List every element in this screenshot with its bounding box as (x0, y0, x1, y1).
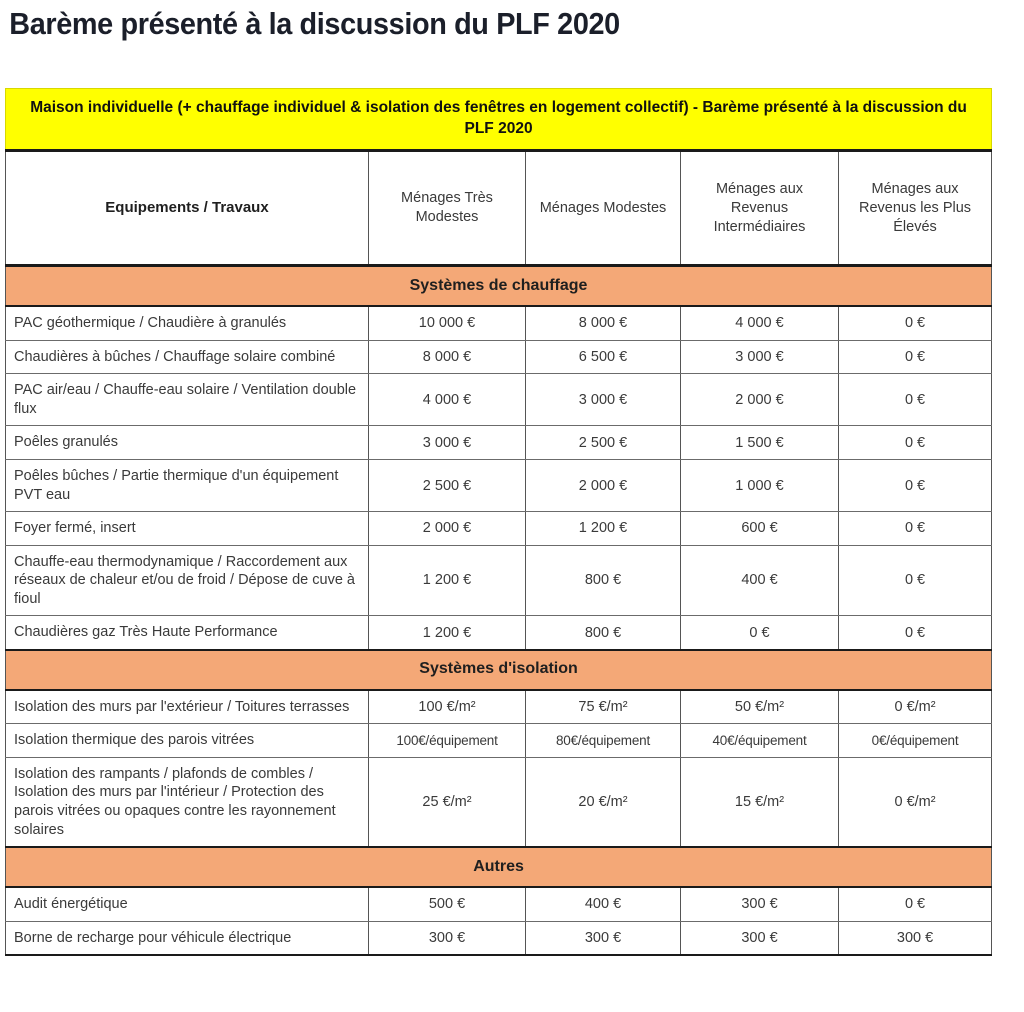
section-title: Systèmes d'isolation (6, 650, 992, 690)
row-label: Isolation des murs par l'extérieur / Toitures terrasses (6, 690, 369, 724)
table-banner-title: Maison individuelle (+ chauffage individuel & isolation des fenêtres en logement collectif) - Barème présenté à la discussion du PLF 2020 (6, 89, 992, 151)
column-header-plus-eleves: Ménages aux Revenus les Plus Élevés (839, 151, 992, 266)
row-value: 0 € (681, 616, 839, 650)
table-row (6, 757, 992, 847)
row-value: 75 €/m² (526, 690, 681, 724)
table-head (6, 89, 992, 266)
table-row (6, 921, 992, 955)
row-label: Chauffe-eau thermodynamique / Raccordement aux réseaux de chaleur et/ou de froid / Dépose de cuve à fioul (6, 545, 369, 616)
row-label: PAC géothermique / Chaudière à granulés (6, 306, 369, 340)
row-value: 3 000 € (526, 374, 681, 426)
table-row (6, 374, 992, 426)
table-row (6, 690, 992, 724)
row-value: 0 € (839, 512, 992, 546)
row-value: 1 200 € (369, 545, 526, 616)
section-title: Systèmes de chauffage (6, 266, 992, 307)
bareme-table (5, 88, 992, 956)
row-value: 80€/équipement (526, 724, 681, 758)
row-label: Foyer fermé, insert (6, 512, 369, 546)
table-row (6, 724, 992, 758)
row-value: 2 500 € (369, 459, 526, 511)
table-row (6, 512, 992, 546)
section-band (6, 847, 992, 887)
row-value: 300 € (369, 921, 526, 955)
table-row (6, 887, 992, 921)
table-row (6, 616, 992, 650)
page-title: Barème présenté à la discussion du PLF 2020 (9, 6, 620, 41)
column-header-modestes: Ménages Modestes (526, 151, 681, 266)
row-value: 0 € (839, 426, 992, 460)
row-value: 0 € (839, 887, 992, 921)
row-value: 40€/équipement (681, 724, 839, 758)
row-value: 10 000 € (369, 306, 526, 340)
row-value: 50 €/m² (681, 690, 839, 724)
row-label: PAC air/eau / Chauffe-eau solaire / Ventilation double flux (6, 374, 369, 426)
section-band (6, 266, 992, 307)
column-header-row (6, 151, 992, 266)
row-value: 15 €/m² (681, 757, 839, 847)
column-header-tres-modestes: Ménages Très Modestes (369, 151, 526, 266)
bareme-table-wrapper (5, 88, 991, 956)
row-label: Poêles bûches / Partie thermique d'un équipement PVT eau (6, 459, 369, 511)
row-label: Audit énergétique (6, 887, 369, 921)
table-row (6, 340, 992, 374)
row-value: 8 000 € (369, 340, 526, 374)
row-value: 400 € (526, 887, 681, 921)
row-value: 0 €/m² (839, 757, 992, 847)
row-value: 0 € (839, 545, 992, 616)
table-row (6, 306, 992, 340)
row-value: 1 500 € (681, 426, 839, 460)
row-value: 100 €/m² (369, 690, 526, 724)
row-value: 500 € (369, 887, 526, 921)
row-value: 2 000 € (369, 512, 526, 546)
row-label: Isolation des rampants / plafonds de combles / Isolation des murs par l'intérieur / Protection des parois vitrées ou opaques contre les rayonnement solaires (6, 757, 369, 847)
row-value: 3 000 € (369, 426, 526, 460)
row-value: 6 500 € (526, 340, 681, 374)
row-value: 0€/équipement (839, 724, 992, 758)
section-band (6, 650, 992, 690)
table-row (6, 545, 992, 616)
row-value: 300 € (839, 921, 992, 955)
row-value: 800 € (526, 616, 681, 650)
row-value: 100€/équipement (369, 724, 526, 758)
table-body (6, 266, 992, 955)
column-header-intermediaires: Ménages aux Revenus Intermédiaires (681, 151, 839, 266)
row-value: 1 000 € (681, 459, 839, 511)
row-value: 25 €/m² (369, 757, 526, 847)
table-row (6, 426, 992, 460)
row-value: 300 € (526, 921, 681, 955)
banner-row (6, 89, 992, 151)
row-value: 2 000 € (526, 459, 681, 511)
row-value: 4 000 € (369, 374, 526, 426)
row-value: 800 € (526, 545, 681, 616)
section-title: Autres (6, 847, 992, 887)
row-label: Poêles granulés (6, 426, 369, 460)
row-value: 2 000 € (681, 374, 839, 426)
row-value: 8 000 € (526, 306, 681, 340)
row-value: 0 € (839, 616, 992, 650)
row-label: Chaudières gaz Très Haute Performance (6, 616, 369, 650)
row-value: 4 000 € (681, 306, 839, 340)
row-value: 3 000 € (681, 340, 839, 374)
row-value: 300 € (681, 887, 839, 921)
row-label: Isolation thermique des parois vitrées (6, 724, 369, 758)
row-value: 0 € (839, 340, 992, 374)
row-value: 2 500 € (526, 426, 681, 460)
row-value: 400 € (681, 545, 839, 616)
row-value: 0 € (839, 306, 992, 340)
row-value: 0 € (839, 374, 992, 426)
row-label: Chaudières à bûches / Chauffage solaire combiné (6, 340, 369, 374)
column-header-equipements: Equipements / Travaux (6, 151, 369, 266)
table-row (6, 459, 992, 511)
row-value: 600 € (681, 512, 839, 546)
row-value: 1 200 € (526, 512, 681, 546)
row-label: Borne de recharge pour véhicule électrique (6, 921, 369, 955)
row-value: 1 200 € (369, 616, 526, 650)
row-value: 0 €/m² (839, 690, 992, 724)
row-value: 0 € (839, 459, 992, 511)
row-value: 300 € (681, 921, 839, 955)
row-value: 20 €/m² (526, 757, 681, 847)
